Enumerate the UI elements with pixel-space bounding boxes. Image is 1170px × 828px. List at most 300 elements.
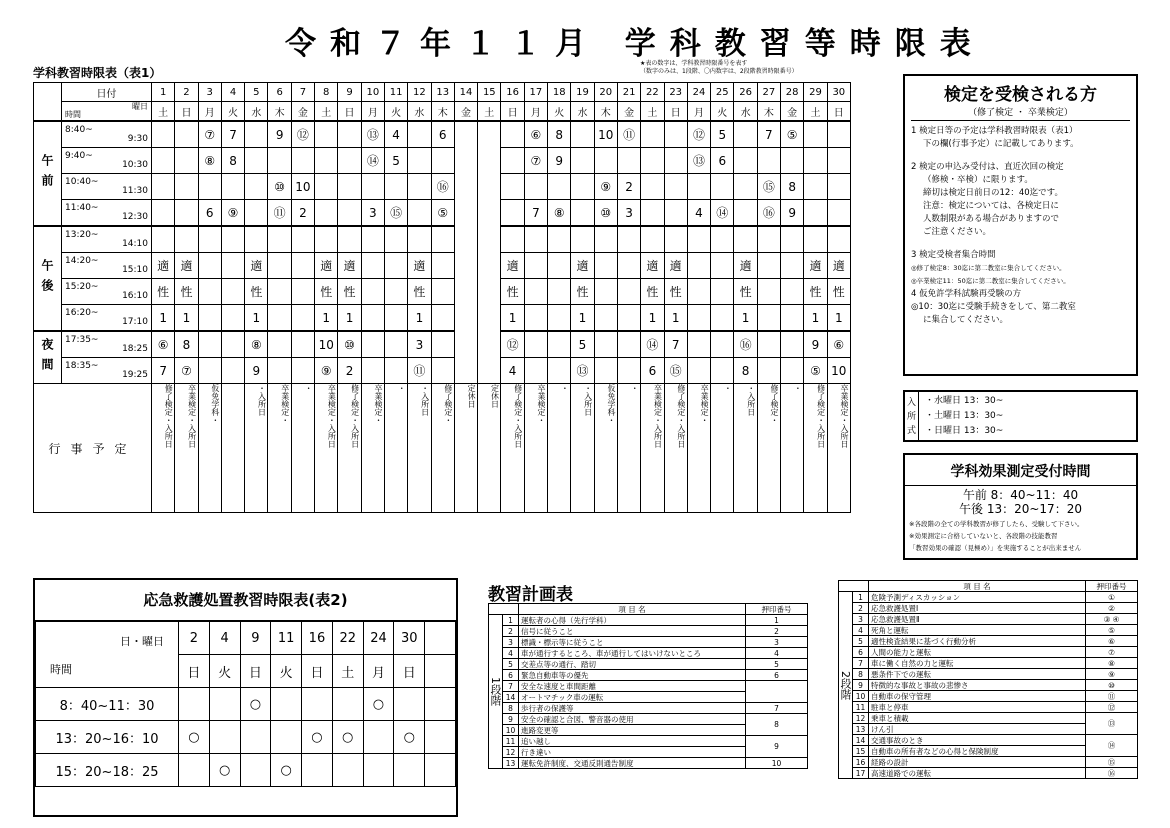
weekday-cell: 木	[757, 102, 780, 122]
lesson-cell	[175, 121, 198, 148]
lesson-cell: 適	[501, 253, 524, 279]
first-aid-weekday: 日	[394, 655, 425, 688]
exam-info-line: 人数制限がある場合がありますので	[923, 214, 1060, 224]
lesson-cell: 適	[338, 253, 361, 279]
lesson-cell	[431, 358, 454, 384]
table1-note	[640, 60, 880, 76]
slot-row	[34, 226, 851, 253]
lesson-cell: 10	[827, 358, 850, 384]
lesson-cell	[571, 148, 594, 174]
period-label: 夜間	[34, 331, 62, 384]
lesson-cell	[361, 305, 384, 332]
weekday-cell: 金	[291, 102, 314, 122]
effect-test-pm: 午後 13：20~17：20	[959, 502, 1082, 516]
lesson-cell	[594, 253, 617, 279]
lesson-cell: ⑬	[571, 358, 594, 384]
lesson-cell	[152, 226, 175, 253]
lesson-cell	[431, 148, 454, 174]
lesson-cell	[221, 305, 244, 332]
lesson-cell	[664, 200, 687, 227]
plan-item: 危険予測ディスカッション	[869, 592, 1086, 603]
weekday-cell: 火	[384, 102, 407, 122]
event-row	[34, 384, 851, 513]
slot-start: 9:40~	[65, 150, 93, 161]
slot-end: 14:10	[122, 238, 148, 249]
plan-item: 駐車と停車	[869, 702, 1086, 713]
lesson-cell	[198, 305, 221, 332]
lesson-cell: 適	[315, 253, 338, 279]
period-label: 午後	[34, 226, 62, 331]
event-cell: 修了検定・入所日	[664, 384, 687, 513]
date-cell: 4	[221, 83, 244, 102]
lesson-cell	[571, 174, 594, 200]
plan-row	[839, 625, 1138, 636]
lesson-cell	[641, 200, 664, 227]
lesson-cell	[711, 331, 734, 358]
lesson-cell	[827, 174, 850, 200]
first-aid-time: 15：20~18：25	[36, 754, 179, 787]
lesson-cell: 1	[338, 305, 361, 332]
plan-stage-label: 1段階	[489, 615, 503, 769]
lesson-cell	[245, 148, 268, 174]
lesson-cell: ⑮	[664, 358, 687, 384]
entrance-ceremony-label: 入所式	[905, 392, 919, 440]
weekday-cell: 火	[711, 102, 734, 122]
event-cell: 修了検定・入所日	[152, 384, 175, 513]
lesson-cell	[804, 148, 827, 174]
slot-row	[34, 358, 851, 384]
first-aid-mark	[271, 688, 302, 721]
date-cell: 11	[384, 83, 407, 102]
plan-row	[839, 636, 1138, 647]
lesson-cell: ⑨	[221, 200, 244, 227]
lesson-cell	[384, 253, 407, 279]
lesson-cell: 9	[781, 200, 804, 227]
lesson-cell: 6	[198, 200, 221, 227]
exam-info-subtitle: （修了検定 ・ 卒業検定）	[911, 105, 1130, 121]
event-cell: ・入所日	[571, 384, 594, 513]
lesson-cell: 6	[641, 358, 664, 384]
lesson-cell: ⑨	[315, 358, 338, 384]
lesson-cell	[361, 226, 384, 253]
lesson-cell	[617, 226, 640, 253]
effect-test-note: ※効果測定に合格していないと、各段階の技能教習	[909, 532, 1058, 540]
plan-item: 人間の能力と運転	[869, 647, 1086, 658]
plan-stamp: 9	[746, 736, 808, 758]
plan-header-item: 項 目 名	[519, 604, 746, 615]
lesson-cell	[501, 148, 524, 174]
plan-no: 9	[503, 714, 519, 725]
first-aid-mark	[332, 754, 363, 787]
lesson-cell	[431, 331, 454, 358]
lesson-cell	[338, 121, 361, 148]
closed-day-cell	[478, 121, 501, 384]
plan-row	[489, 659, 808, 670]
plan-stamp: ⑥	[1086, 636, 1138, 647]
exam-info-line: ◎10：30迄に受験手続きをして、第二教室	[911, 302, 1076, 312]
slot-time	[62, 174, 152, 200]
lesson-cell: 2	[617, 174, 640, 200]
lesson-cell: ⑤	[804, 358, 827, 384]
plan-row	[839, 658, 1138, 669]
lesson-cell	[827, 121, 850, 148]
plan-no: 3	[853, 614, 869, 625]
plan-header-blank	[489, 604, 519, 615]
lesson-cell: 7	[664, 331, 687, 358]
plan-no: 15	[853, 746, 869, 757]
first-aid-time-row	[36, 721, 456, 754]
first-aid-mark	[179, 688, 210, 721]
lesson-cell: ⑪	[408, 358, 431, 384]
lesson-cell	[361, 331, 384, 358]
lesson-cell: 5	[711, 121, 734, 148]
lesson-cell: ⑯	[734, 331, 757, 358]
lesson-cell	[431, 226, 454, 253]
slot-start: 18:35~	[65, 360, 99, 371]
slot-start: 10:40~	[65, 176, 99, 187]
lesson-cell	[198, 279, 221, 305]
entrance-ceremony-box	[903, 390, 1138, 442]
lesson-cell	[548, 305, 571, 332]
lesson-cell	[641, 121, 664, 148]
plan-stamp: ⑧	[1086, 658, 1138, 669]
first-aid-day: 9	[240, 622, 271, 655]
lesson-cell: 性	[804, 279, 827, 305]
weekday-cell: 日	[338, 102, 361, 122]
plan-stamp: ⑯	[1086, 768, 1138, 779]
plan-row	[839, 768, 1138, 779]
slot-time	[62, 279, 152, 305]
lesson-cell	[548, 358, 571, 384]
event-cell: 卒業検定・入所日	[641, 384, 664, 513]
weekday-cell: 月	[361, 102, 384, 122]
lesson-cell	[734, 174, 757, 200]
lesson-cell	[757, 253, 780, 279]
lesson-cell	[291, 226, 314, 253]
lesson-cell: 8	[175, 331, 198, 358]
plan-no: 10	[503, 725, 519, 736]
lesson-cell: ⑫	[687, 121, 710, 148]
lesson-cell: ⑩	[338, 331, 361, 358]
lesson-cell	[408, 174, 431, 200]
lesson-cell	[501, 121, 524, 148]
first-aid-mark	[394, 754, 425, 787]
first-aid-day: 11	[271, 622, 302, 655]
first-aid-blank	[425, 688, 456, 721]
lesson-cell: ⑮	[757, 174, 780, 200]
event-cell: ・	[711, 384, 734, 513]
plan-row	[839, 713, 1138, 724]
first-aid-weekday: 日	[302, 655, 333, 688]
lesson-cell	[384, 174, 407, 200]
plan-stamp: ⑬	[1086, 713, 1138, 735]
date-cell: 25	[711, 83, 734, 102]
lesson-cell: ⑪	[617, 121, 640, 148]
event-cell: ・	[548, 384, 571, 513]
plan-stamp: ⑫	[1086, 702, 1138, 713]
lesson-cell	[361, 174, 384, 200]
date-cell: 19	[571, 83, 594, 102]
date-cell: 1	[152, 83, 175, 102]
plan-stamp: 5	[746, 659, 808, 670]
lesson-cell: 9	[548, 148, 571, 174]
lesson-cell	[524, 358, 547, 384]
lesson-cell: 適	[175, 253, 198, 279]
lesson-cell	[268, 305, 291, 332]
lesson-cell: 10	[291, 174, 314, 200]
first-aid-mark: ○	[179, 721, 210, 754]
lesson-cell: 8	[781, 174, 804, 200]
plan-item: 安全な速度と車間距離	[519, 681, 746, 692]
lesson-cell	[571, 226, 594, 253]
date-cell: 16	[501, 83, 524, 102]
lesson-cell	[757, 279, 780, 305]
plan-item: オートマチック車の運転	[519, 692, 746, 703]
first-aid-mark	[363, 721, 394, 754]
slot-end: 10:30	[122, 159, 148, 170]
exam-info-line: に集合してください。	[923, 315, 1009, 325]
first-aid-day: 4	[209, 622, 240, 655]
lesson-cell	[501, 200, 524, 227]
plan-stamp: 2	[746, 626, 808, 637]
plan-no: 17	[853, 768, 869, 779]
first-aid-blank	[425, 754, 456, 787]
plan-no: 12	[853, 713, 869, 724]
plan-row	[839, 702, 1138, 713]
plan-no: 1	[853, 592, 869, 603]
weekday-cell: 水	[734, 102, 757, 122]
first-aid-mark	[240, 721, 271, 754]
event-cell: ・入所日	[734, 384, 757, 513]
event-cell: 修了検定・入所日	[804, 384, 827, 513]
first-aid-mark	[363, 754, 394, 787]
plan-row	[489, 615, 808, 626]
exam-info-box	[903, 74, 1138, 376]
slot-end: 19:25	[122, 369, 148, 380]
lesson-cell	[408, 121, 431, 148]
first-aid-mark	[332, 688, 363, 721]
lesson-cell: 適	[827, 253, 850, 279]
lesson-cell: 9	[268, 121, 291, 148]
lesson-cell	[571, 200, 594, 227]
first-aid-mark	[271, 721, 302, 754]
date-cell: 8	[315, 83, 338, 102]
plan-no: 16	[853, 757, 869, 768]
first-aid-mark	[240, 754, 271, 787]
lesson-cell: ⑦	[198, 121, 221, 148]
lesson-cell: 7	[757, 121, 780, 148]
lesson-cell: ⑦	[524, 148, 547, 174]
lesson-cell	[315, 200, 338, 227]
plan-stamp: ③ ④	[1086, 614, 1138, 625]
lesson-cell	[152, 174, 175, 200]
plan-item: 悪条件下での運転	[869, 669, 1086, 680]
lesson-cell	[198, 331, 221, 358]
slot-row	[34, 121, 851, 148]
lesson-cell: 適	[734, 253, 757, 279]
plan-stamp: 3	[746, 637, 808, 648]
plan-no: 8	[503, 703, 519, 714]
lesson-cell: ⑫	[291, 121, 314, 148]
lesson-cell: 3	[617, 200, 640, 227]
lesson-cell	[781, 253, 804, 279]
plan-row	[839, 647, 1138, 658]
lesson-cell	[291, 331, 314, 358]
lesson-cell	[711, 253, 734, 279]
lesson-cell: 1	[664, 305, 687, 332]
weekday-cell: 土	[152, 102, 175, 122]
corner-cell	[34, 83, 62, 122]
lesson-cell	[315, 148, 338, 174]
date-cell: 23	[664, 83, 687, 102]
event-cell: 定休日	[454, 384, 477, 513]
event-cell: 卒業検定・	[361, 384, 384, 513]
lesson-cell: 性	[571, 279, 594, 305]
first-aid-mark	[302, 688, 333, 721]
lesson-cell: ⑤	[431, 200, 454, 227]
lesson-cell: 1	[501, 305, 524, 332]
date-cell: 12	[408, 83, 431, 102]
lesson-cell	[198, 253, 221, 279]
plan-header-row	[839, 581, 1138, 592]
lesson-cell: ⑭	[711, 200, 734, 227]
plan-row	[839, 757, 1138, 768]
weekday-cell: 土	[315, 102, 338, 122]
lesson-cell: 5	[384, 148, 407, 174]
plan-stamp: ②	[1086, 603, 1138, 614]
weekday-cell: 水	[571, 102, 594, 122]
event-cell: 卒業検定・	[524, 384, 547, 513]
lesson-cell	[268, 226, 291, 253]
plan-no: 2	[853, 603, 869, 614]
plan-no: 7	[503, 681, 519, 692]
slot-end: 12:30	[122, 211, 148, 222]
first-aid-blank	[425, 655, 456, 688]
lesson-cell	[711, 279, 734, 305]
lesson-cell: 1	[804, 305, 827, 332]
event-cell: 卒業検定・入所日	[315, 384, 338, 513]
lesson-cell	[687, 305, 710, 332]
plan-no: 7	[853, 658, 869, 669]
weekday-cell: 日	[664, 102, 687, 122]
first-aid-mark	[179, 754, 210, 787]
lesson-cell	[524, 174, 547, 200]
plan-no: 9	[853, 680, 869, 691]
slot-time	[62, 226, 152, 253]
lesson-cell	[408, 226, 431, 253]
event-cell: ・	[384, 384, 407, 513]
slot-end: 15:10	[122, 264, 148, 275]
lesson-cell	[734, 226, 757, 253]
lesson-cell: ⑯	[757, 200, 780, 227]
plan-no: 13	[503, 758, 519, 769]
exam-info-title: 検定を受検される方	[944, 85, 1097, 105]
lesson-cell	[384, 226, 407, 253]
lesson-cell	[221, 226, 244, 253]
plan-item: 死角と運転	[869, 625, 1086, 636]
lesson-cell: ⑪	[268, 200, 291, 227]
date-cell: 21	[617, 83, 640, 102]
plan-no: 4	[853, 625, 869, 636]
lesson-cell: ⑧	[245, 331, 268, 358]
plan-item: 適性検査結果に基づく行動分析	[869, 636, 1086, 647]
lesson-cell	[711, 174, 734, 200]
exam-info-line: ◎卒業検定11：50迄に第二教室に集合してください。	[911, 277, 1070, 285]
lesson-cell	[431, 253, 454, 279]
slot-end: 17:10	[122, 316, 148, 327]
lesson-cell: 1	[641, 305, 664, 332]
closed-day-cell	[454, 121, 477, 384]
lesson-cell	[594, 148, 617, 174]
event-cell: 修了検定・	[431, 384, 454, 513]
lesson-cell	[827, 226, 850, 253]
lesson-cell	[524, 331, 547, 358]
plan-item: 緊急自動車等の優先	[519, 670, 746, 681]
lesson-cell	[361, 279, 384, 305]
plan-item: 車が通行するところ、車が通行してはいけないところ	[519, 648, 746, 659]
first-aid-day: 24	[363, 622, 394, 655]
lesson-cell	[315, 226, 338, 253]
date-cell: 22	[641, 83, 664, 102]
event-cell: 卒業検定・入所日	[827, 384, 850, 513]
lesson-cell	[408, 148, 431, 174]
weekday-time-label	[62, 102, 152, 122]
date-cell: 2	[175, 83, 198, 102]
first-aid-time-row	[36, 688, 456, 721]
lesson-cell	[198, 174, 221, 200]
first-aid-weekday: 月	[363, 655, 394, 688]
plan-item: 進路変更等	[519, 725, 746, 736]
lesson-cell	[664, 148, 687, 174]
lesson-cell: 適	[571, 253, 594, 279]
lesson-cell	[152, 121, 175, 148]
plan-item: 運転免許制度、交通反則通告制度	[519, 758, 746, 769]
lesson-cell: 6	[431, 121, 454, 148]
lesson-cell	[781, 148, 804, 174]
lesson-cell	[804, 174, 827, 200]
lesson-cell	[548, 226, 571, 253]
plan-no: 4	[503, 648, 519, 659]
slot-end: 16:10	[122, 290, 148, 301]
plan-row	[489, 758, 808, 769]
lesson-cell	[664, 226, 687, 253]
lesson-cell: ⑬	[687, 148, 710, 174]
slot-start: 16:20~	[65, 307, 99, 318]
date-cell: 15	[478, 83, 501, 102]
lesson-cell: ⑨	[594, 174, 617, 200]
plan-stamp: ⑦	[1086, 647, 1138, 658]
plan-no: 11	[853, 702, 869, 713]
weekday-cell: 金	[454, 102, 477, 122]
lesson-cell	[245, 174, 268, 200]
date-cell: 20	[594, 83, 617, 102]
lesson-cell	[734, 148, 757, 174]
plan-row	[489, 681, 808, 692]
lesson-cell	[781, 226, 804, 253]
lesson-cell	[175, 174, 198, 200]
exam-info-line: 4 仮免許学科試験再受験の方	[911, 289, 1022, 299]
lesson-cell	[245, 200, 268, 227]
table1-note-line: （数字のみは、1段階、〇内数字は、2段階教習時限番号）	[640, 68, 798, 75]
weekday-cell: 月	[687, 102, 710, 122]
plan-item: 歩行者の保護等	[519, 703, 746, 714]
lesson-cell	[384, 331, 407, 358]
lesson-cell: 適	[245, 253, 268, 279]
table1-note-line: ★表の数字は、学科教習時限番号を表す	[640, 60, 748, 67]
event-cell: 修了検定・入所日	[501, 384, 524, 513]
lesson-cell: 8	[548, 121, 571, 148]
effect-test-box	[903, 453, 1138, 560]
